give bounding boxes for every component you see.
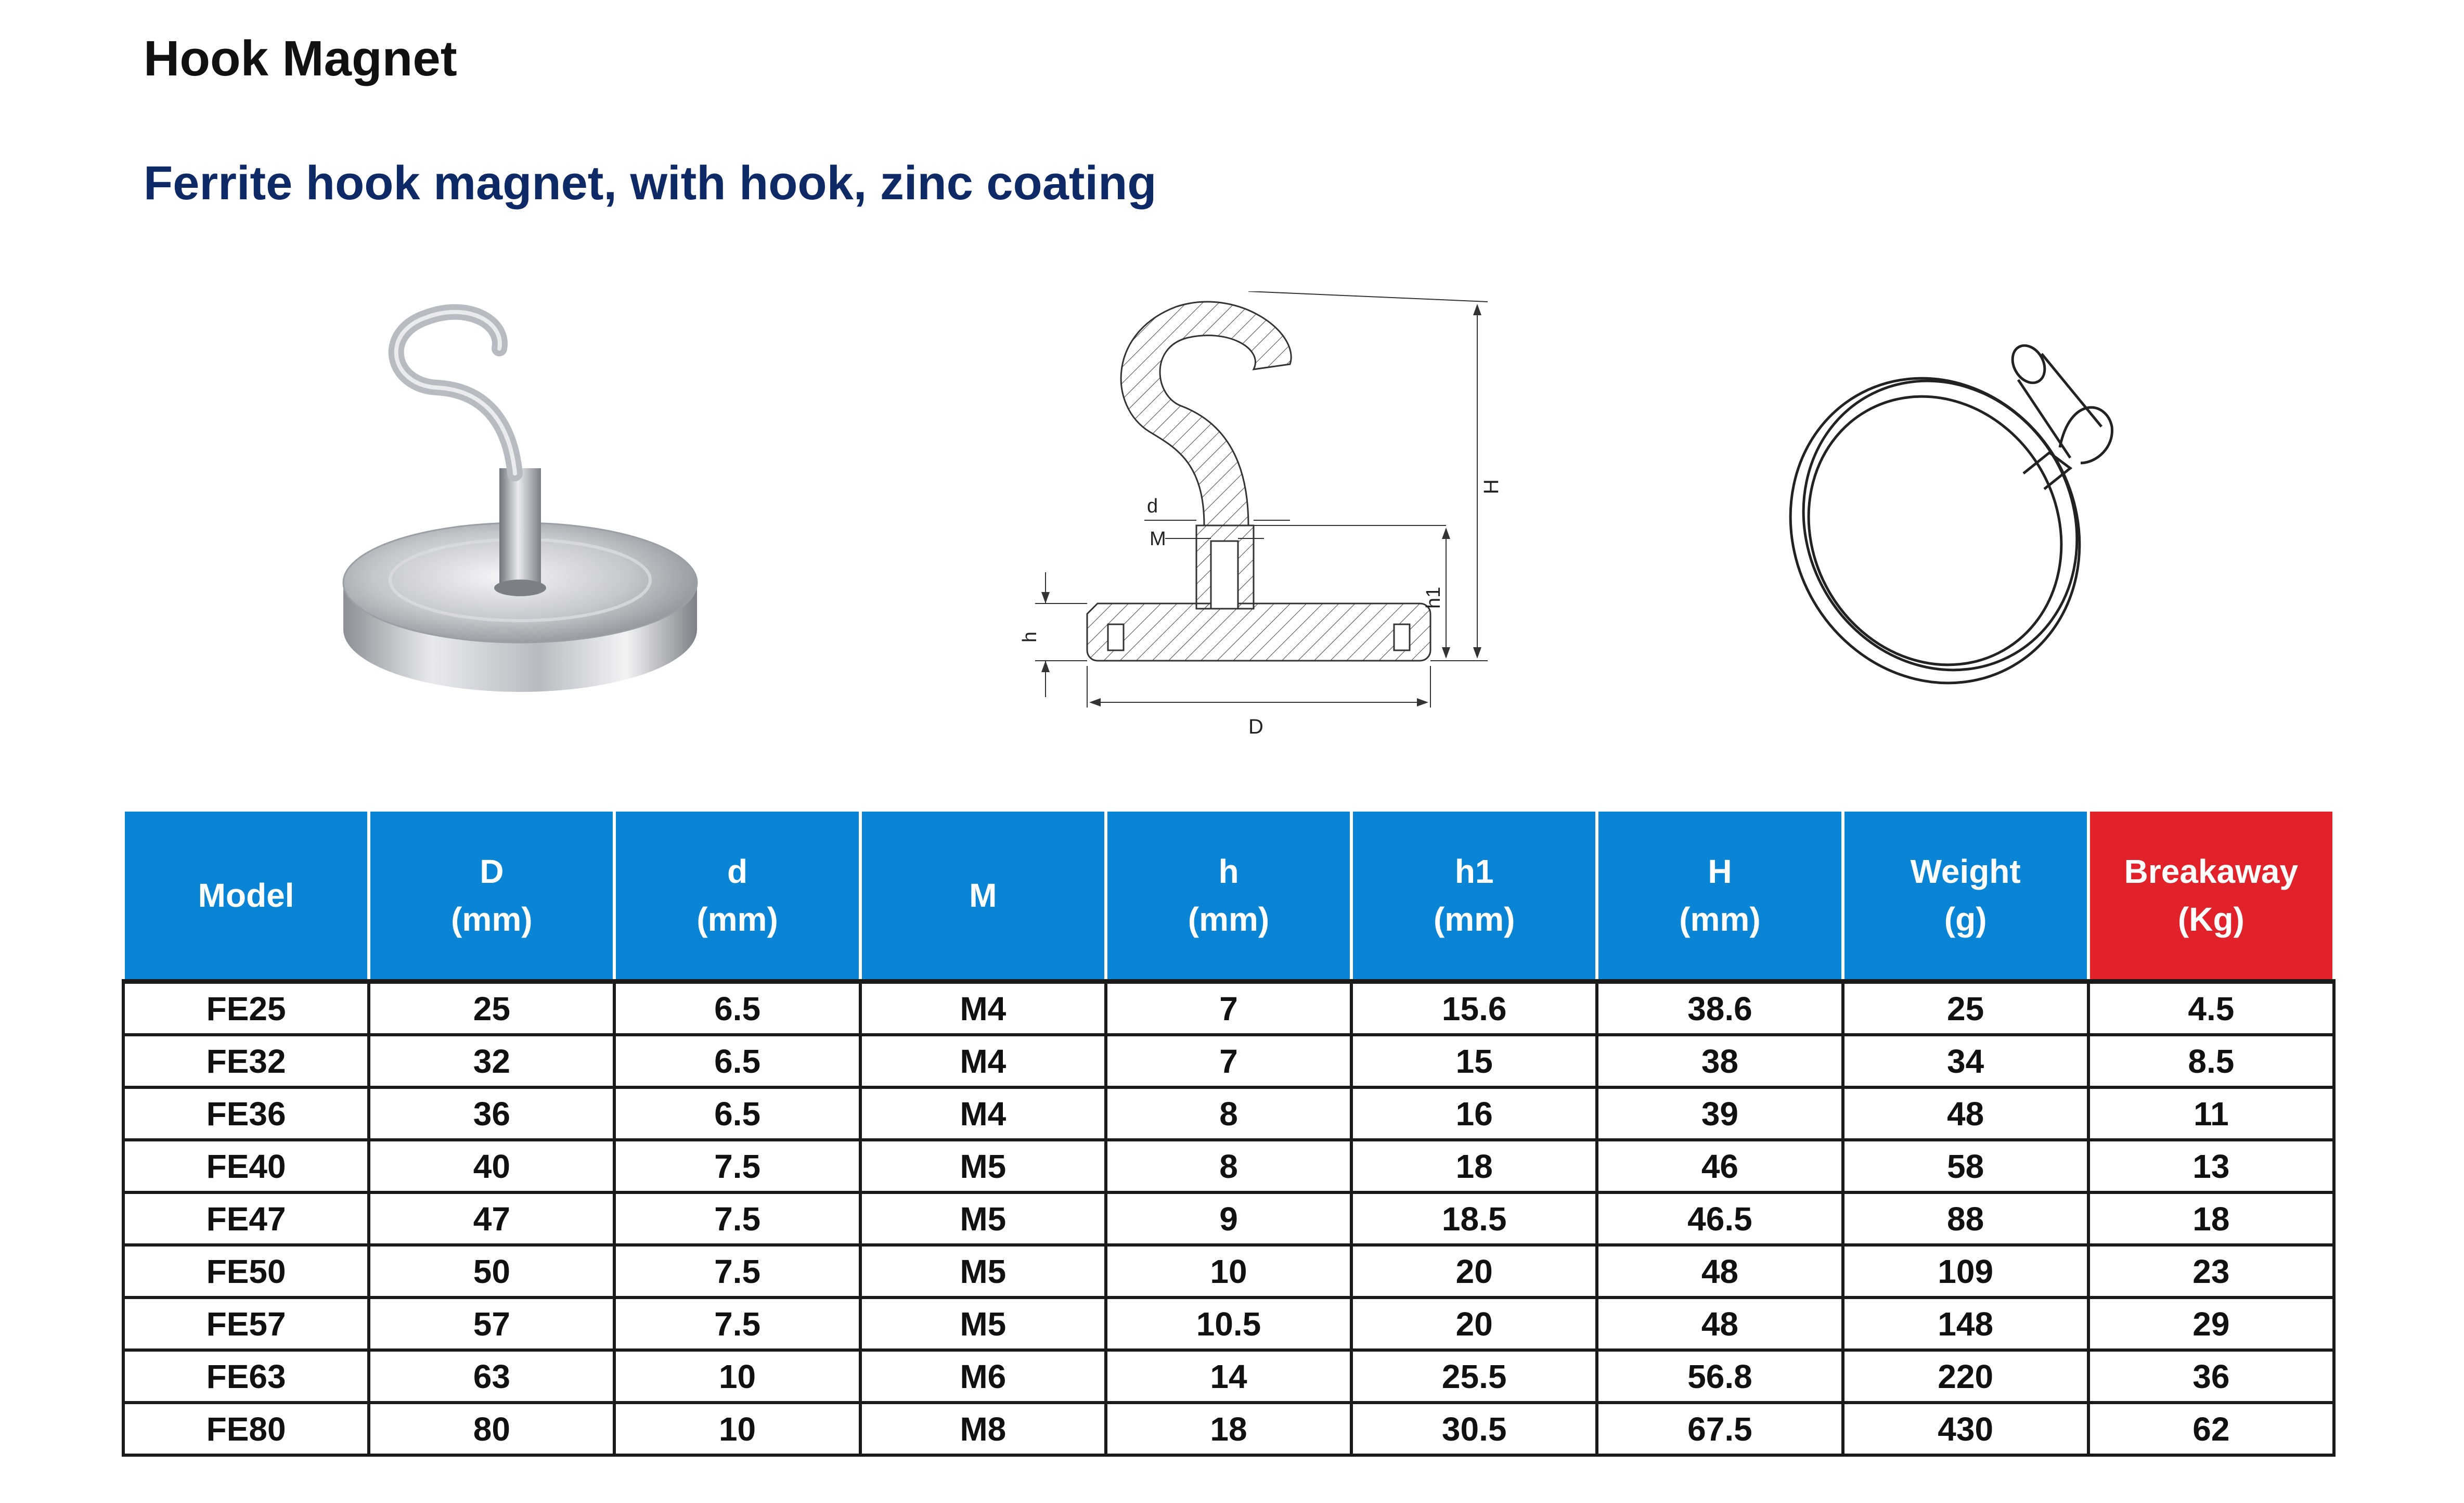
cell-M: M6 bbox=[860, 1350, 1106, 1403]
header-label: Breakaway bbox=[2124, 853, 2299, 890]
cell-weight: 34 bbox=[1843, 1035, 2088, 1087]
cell-h1: 18 bbox=[1351, 1140, 1597, 1192]
header-unit: (mm) bbox=[451, 901, 533, 938]
cell-d: 6.5 bbox=[614, 982, 860, 1035]
cell-h: 14 bbox=[1106, 1350, 1351, 1403]
cell-D: 80 bbox=[369, 1403, 614, 1455]
cell-H: 39 bbox=[1597, 1087, 1842, 1140]
cell-h: 10.5 bbox=[1106, 1298, 1351, 1350]
cell-weight: 25 bbox=[1843, 982, 2088, 1035]
cell-model: FE36 bbox=[123, 1087, 369, 1140]
dim-label-d: d bbox=[1147, 495, 1158, 517]
cell-h1: 16 bbox=[1351, 1087, 1597, 1140]
dim-label-D: D bbox=[1248, 715, 1263, 738]
table-row bbox=[123, 982, 2334, 1035]
cell-model: FE40 bbox=[123, 1140, 369, 1192]
cell-M: M5 bbox=[860, 1245, 1106, 1298]
cell-h1: 18.5 bbox=[1351, 1192, 1597, 1245]
cell-H: 46 bbox=[1597, 1140, 1842, 1192]
header-unit: (mm) bbox=[1433, 901, 1515, 938]
dim-label-H: H bbox=[1480, 479, 1503, 494]
table-row bbox=[123, 1035, 2334, 1087]
header-unit: (mm) bbox=[1679, 901, 1761, 938]
cell-D: 32 bbox=[369, 1035, 614, 1087]
cell-H: 46.5 bbox=[1597, 1192, 1842, 1245]
header-M bbox=[860, 812, 1106, 982]
cell-D: 57 bbox=[369, 1298, 614, 1350]
table-row bbox=[123, 1140, 2334, 1192]
cell-M: M8 bbox=[860, 1403, 1106, 1455]
dim-label-h: h bbox=[1020, 631, 1041, 643]
cell-D: 47 bbox=[369, 1192, 614, 1245]
table-row bbox=[123, 1087, 2334, 1140]
header-label: M bbox=[969, 877, 997, 914]
header-unit: (g) bbox=[1944, 901, 1987, 938]
spec-table bbox=[122, 812, 2336, 1457]
magnet-back-outline bbox=[1779, 323, 2133, 697]
dim-label-h1: h1 bbox=[1423, 586, 1444, 609]
header-label: D bbox=[480, 853, 504, 890]
header-label: d bbox=[727, 853, 748, 890]
cell-M: M4 bbox=[860, 1035, 1106, 1087]
cell-h1: 30.5 bbox=[1351, 1403, 1597, 1455]
cell-d: 6.5 bbox=[614, 1035, 860, 1087]
cell-D: 36 bbox=[369, 1087, 614, 1140]
cell-d: 7.5 bbox=[614, 1298, 860, 1350]
dim-label-M: M bbox=[1150, 528, 1166, 550]
cell-d: 7.5 bbox=[614, 1192, 860, 1245]
cell-H: 48 bbox=[1597, 1245, 1842, 1298]
cell-model: FE57 bbox=[123, 1298, 369, 1350]
table-row bbox=[123, 1403, 2334, 1455]
cell-H: 38 bbox=[1597, 1035, 1842, 1087]
cell-breakaway: 62 bbox=[2088, 1403, 2334, 1455]
cell-model: FE32 bbox=[123, 1035, 369, 1087]
back-view-sketch bbox=[1779, 323, 2133, 697]
cell-D: 40 bbox=[369, 1140, 614, 1192]
cell-h: 7 bbox=[1106, 1035, 1351, 1087]
cell-h: 9 bbox=[1106, 1192, 1351, 1245]
cell-H: 56.8 bbox=[1597, 1350, 1842, 1403]
cell-breakaway: 11 bbox=[2088, 1087, 2334, 1140]
header-label: H bbox=[1708, 853, 1732, 890]
cell-h1: 25.5 bbox=[1351, 1350, 1597, 1403]
cell-H: 38.6 bbox=[1597, 982, 1842, 1035]
table-header-row bbox=[123, 812, 2334, 982]
header-unit: (mm) bbox=[1188, 901, 1270, 938]
header-D bbox=[369, 812, 614, 982]
header-label: h1 bbox=[1454, 853, 1494, 890]
dimension-drawing bbox=[1020, 291, 1560, 739]
cell-H: 48 bbox=[1597, 1298, 1842, 1350]
cell-d: 10 bbox=[614, 1403, 860, 1455]
cell-model: FE47 bbox=[123, 1192, 369, 1245]
table-body bbox=[123, 982, 2334, 1456]
cell-h: 18 bbox=[1106, 1403, 1351, 1455]
cell-M: M4 bbox=[860, 1087, 1106, 1140]
header-label: h bbox=[1218, 853, 1239, 890]
cell-breakaway: 8.5 bbox=[2088, 1035, 2334, 1087]
header-model bbox=[123, 812, 369, 982]
cell-h1: 15 bbox=[1351, 1035, 1597, 1087]
cell-d: 10 bbox=[614, 1350, 860, 1403]
page-title: Hook Magnet bbox=[144, 31, 457, 86]
cell-h: 8 bbox=[1106, 1087, 1351, 1140]
cell-breakaway: 36 bbox=[2088, 1350, 2334, 1403]
table-row bbox=[123, 1245, 2334, 1298]
header-label: Weight bbox=[1910, 853, 2021, 890]
table-row bbox=[123, 1192, 2334, 1245]
technical-drawing bbox=[1020, 291, 1560, 739]
cell-M: M5 bbox=[860, 1192, 1106, 1245]
cell-M: M5 bbox=[860, 1298, 1106, 1350]
cell-h: 8 bbox=[1106, 1140, 1351, 1192]
header-h bbox=[1106, 812, 1351, 982]
cell-M: M4 bbox=[860, 982, 1106, 1035]
cell-weight: 220 bbox=[1843, 1350, 2088, 1403]
cell-breakaway: 18 bbox=[2088, 1192, 2334, 1245]
hook-magnet-photo-image bbox=[312, 291, 728, 728]
cell-breakaway: 23 bbox=[2088, 1245, 2334, 1298]
header-H bbox=[1597, 812, 1842, 982]
cell-d: 7.5 bbox=[614, 1245, 860, 1298]
cell-H: 67.5 bbox=[1597, 1403, 1842, 1455]
cell-model: FE63 bbox=[123, 1350, 369, 1403]
cell-h: 7 bbox=[1106, 982, 1351, 1035]
cell-h1: 15.6 bbox=[1351, 982, 1597, 1035]
product-photo bbox=[312, 291, 728, 728]
cell-weight: 88 bbox=[1843, 1192, 2088, 1245]
page-subtitle: Ferrite hook magnet, with hook, zinc coating bbox=[144, 157, 1157, 210]
header-label: Model bbox=[198, 877, 294, 914]
header-d bbox=[614, 812, 860, 982]
cell-model: FE25 bbox=[123, 982, 369, 1035]
cell-breakaway: 13 bbox=[2088, 1140, 2334, 1192]
cell-weight: 430 bbox=[1843, 1403, 2088, 1455]
cell-h1: 20 bbox=[1351, 1298, 1597, 1350]
header-h1 bbox=[1351, 812, 1597, 982]
cell-h: 10 bbox=[1106, 1245, 1351, 1298]
cell-breakaway: 4.5 bbox=[2088, 982, 2334, 1035]
cell-d: 7.5 bbox=[614, 1140, 860, 1192]
header-unit: (Kg) bbox=[2177, 901, 2244, 938]
cell-weight: 48 bbox=[1843, 1087, 2088, 1140]
cell-model: FE80 bbox=[123, 1403, 369, 1455]
cell-D: 63 bbox=[369, 1350, 614, 1403]
cell-model: FE50 bbox=[123, 1245, 369, 1298]
table-row bbox=[123, 1298, 2334, 1350]
cell-D: 50 bbox=[369, 1245, 614, 1298]
cell-weight: 109 bbox=[1843, 1245, 2088, 1298]
cell-D: 25 bbox=[369, 982, 614, 1035]
cell-weight: 58 bbox=[1843, 1140, 2088, 1192]
cell-breakaway: 29 bbox=[2088, 1298, 2334, 1350]
cell-d: 6.5 bbox=[614, 1087, 860, 1140]
header-unit: (mm) bbox=[696, 901, 778, 938]
cell-weight: 148 bbox=[1843, 1298, 2088, 1350]
table-row bbox=[123, 1350, 2334, 1403]
cell-M: M5 bbox=[860, 1140, 1106, 1192]
header-breakaway bbox=[2088, 812, 2334, 982]
cell-h1: 20 bbox=[1351, 1245, 1597, 1298]
header-weight bbox=[1843, 812, 2088, 982]
